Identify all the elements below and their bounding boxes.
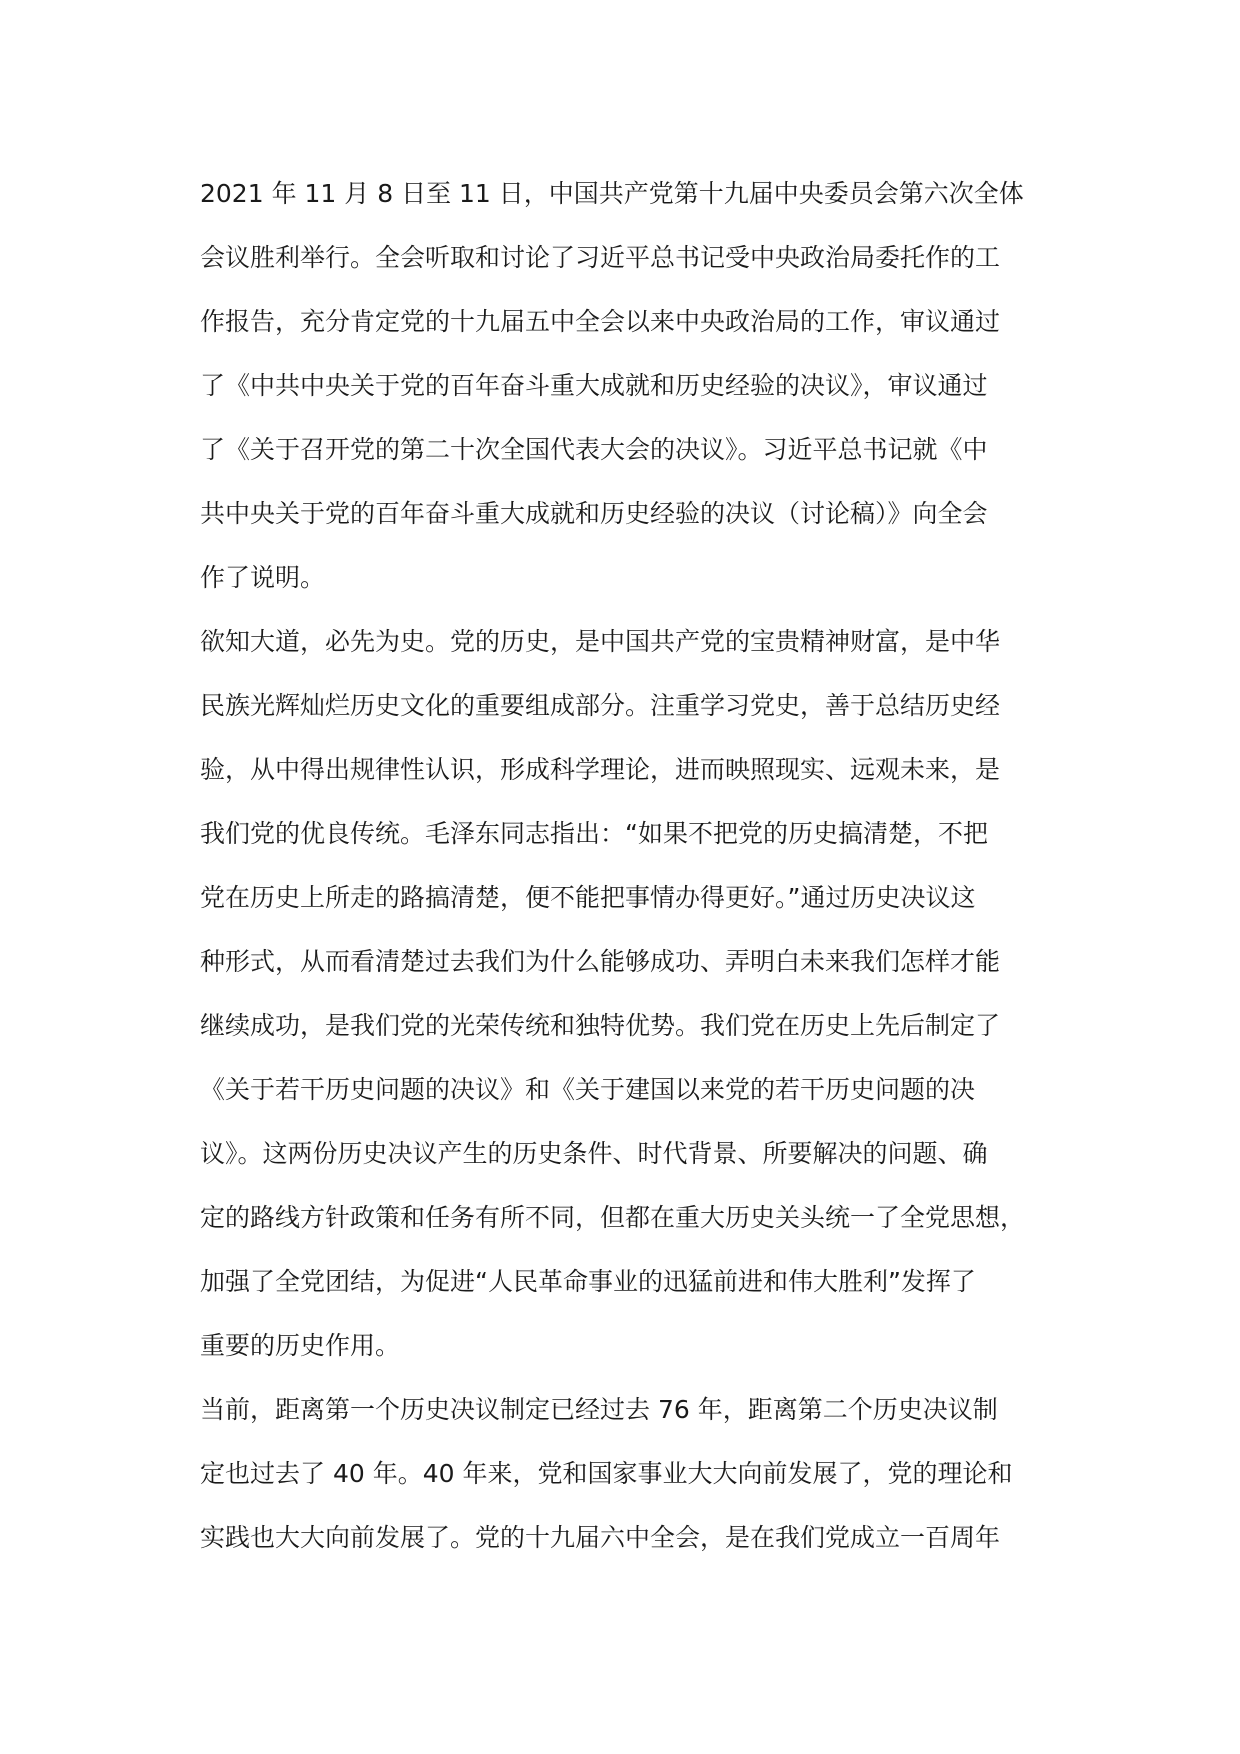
paragraph-1 — [200, 162, 1060, 610]
text-line: 定也过去了 40 年。40 年来，党和国家事业大大向前发展了，党的理论和 — [200, 1459, 1013, 1488]
text-line: 继续成功，是我们党的光荣传统和独特优势。我们党在历史上先后制定了 — [200, 1011, 1001, 1040]
text-line: 重要的历史作用。 — [200, 1331, 401, 1360]
text-line: 当前，距离第一个历史决议制定已经过去 76 年，距离第二个历史决议制 — [200, 1395, 998, 1424]
text-line: 我们党的优良传统。毛泽东同志指出：“如果不把党的历史搞清楚，不把 — [200, 819, 988, 848]
text-line: 种形式，从而看清楚过去我们为什么能够成功、弄明白未来我们怎样才能 — [200, 947, 1001, 976]
text-line: 会议胜利举行。全会听取和讨论了习近平总书记受中央政治局委托作的工 — [200, 243, 1001, 272]
text-line: 验，从中得出规律性认识，形成科学理论，进而映照现实、远观未来，是 — [200, 755, 1001, 784]
text-line: 2021 年 11 月 8 日至 11 日，中国共产党第十九届中央委员会第六次全体 — [200, 179, 1024, 208]
paragraph-2 — [200, 610, 1060, 1378]
text-line: 定的路线方针政策和任务有所不同，但都在重大历史关头统一了全党思想， — [200, 1203, 1026, 1232]
text-line: 欲知大道，必先为史。党的历史，是中国共产党的宝贵精神财富，是中华 — [200, 627, 1001, 656]
text-line: 了《中共中央关于党的百年奋斗重大成就和历史经验的决议》，审议通过 — [200, 371, 988, 400]
text-line: 民族光辉灿烂历史文化的重要组成部分。注重学习党史，善于总结历史经 — [200, 691, 1001, 720]
text-line: 实践也大大向前发展了。党的十九届六中全会，是在我们党成立一百周年 — [200, 1523, 1001, 1552]
text-line: 作报告，充分肯定党的十九届五中全会以来中央政治局的工作，审议通过 — [200, 307, 1001, 336]
text-line: 议》。这两份历史决议产生的历史条件、时代背景、所要解决的问题、确 — [200, 1139, 988, 1168]
text-line: 加强了全党团结，为促进“人民革命事业的迅猛前进和伟大胜利”发挥了 — [200, 1267, 976, 1296]
paragraph-3 — [200, 1378, 1060, 1570]
document-body — [200, 162, 1060, 1570]
text-line: 了《关于召开党的第二十次全国代表大会的决议》。习近平总书记就《中 — [200, 435, 988, 464]
text-line: 共中央关于党的百年奋斗重大成就和历史经验的决议（讨论稿）》向全会 — [200, 499, 988, 528]
text-line: 党在历史上所走的路搞清楚，便不能把事情办得更好。”通过历史决议这 — [200, 883, 976, 912]
text-line: 作了说明。 — [200, 563, 326, 592]
text-line: 《关于若干历史问题的决议》和《关于建国以来党的若干历史问题的决 — [200, 1075, 976, 1104]
